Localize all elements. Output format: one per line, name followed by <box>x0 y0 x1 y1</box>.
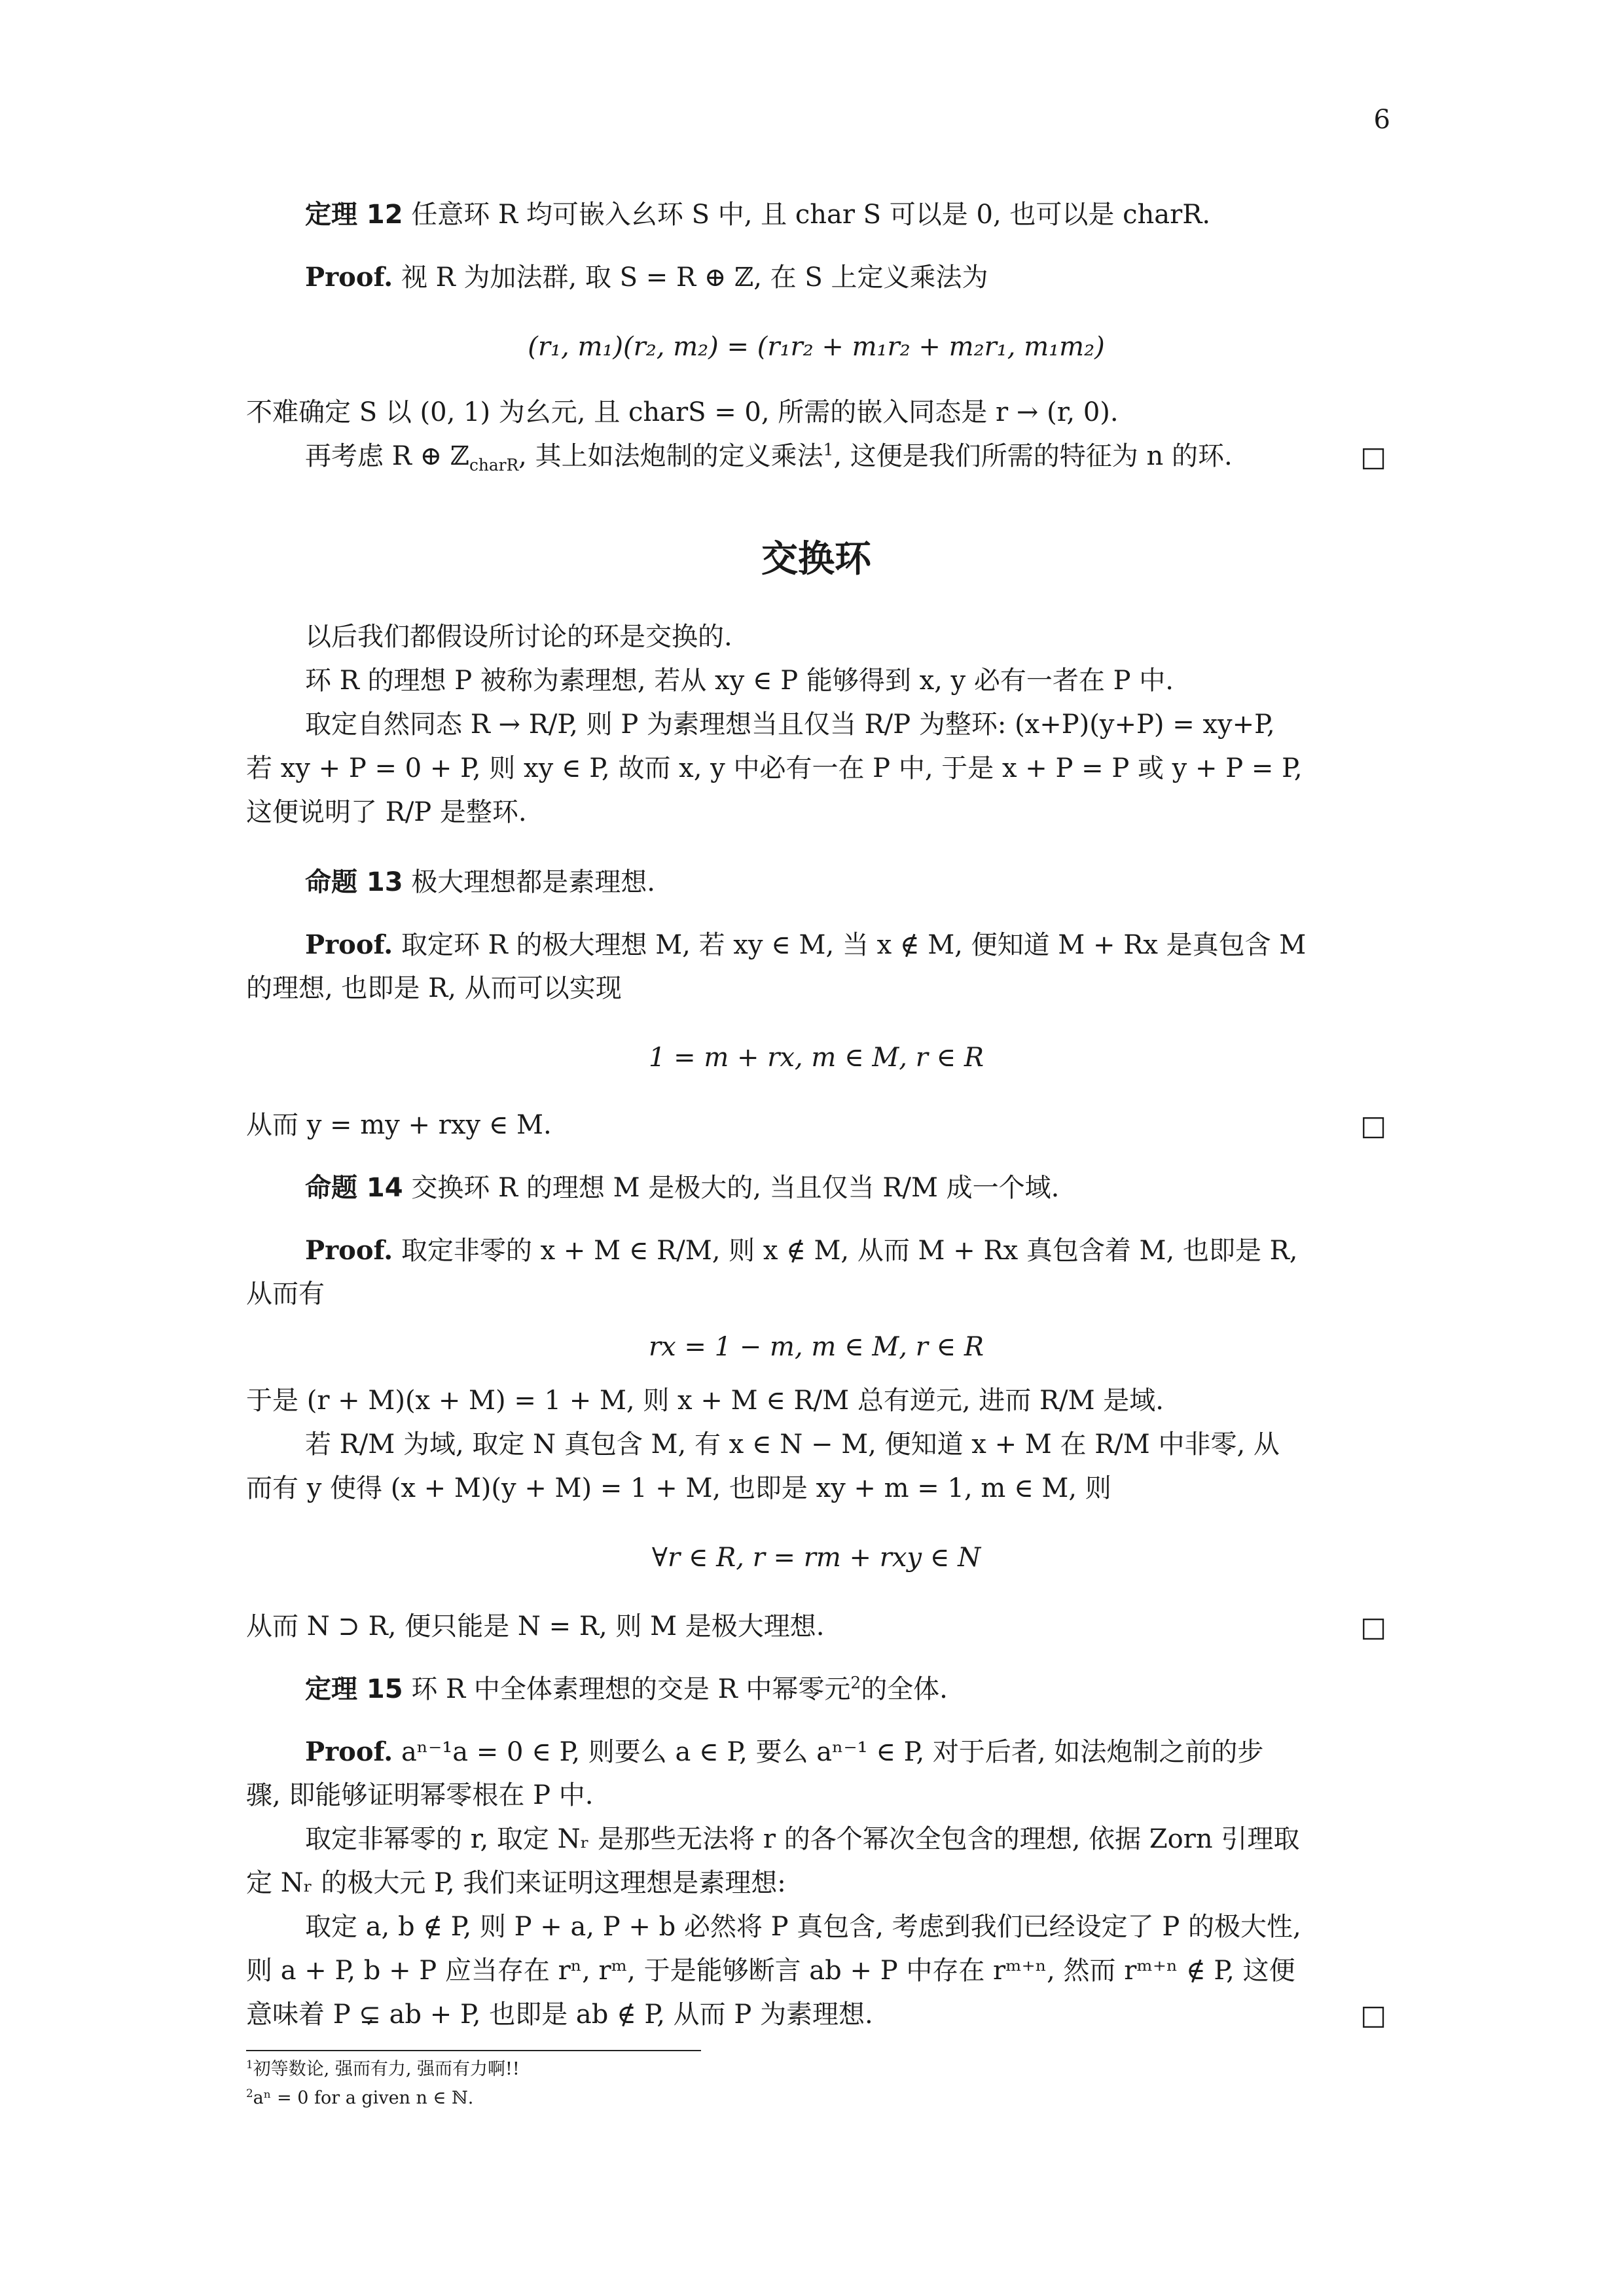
proof-13-label: Proof. <box>305 929 393 960</box>
proposition-14-label: 命题 14 <box>305 1173 403 1203</box>
intro-line-4: 若 xy + P = 0 + P, 则 xy ∈ P, 故而 x, y 中必有一在 P 中, 于是 x + P = P 或 y + P = P, <box>246 753 1303 783</box>
proof-12-line-3-c: , 这便是我们所需的特征为 n 的环. <box>833 441 1233 471</box>
proof-13-line-2: 的理想, 也即是 R, 从而可以实现 <box>246 973 622 1003</box>
section-title: 交换环 <box>761 538 871 581</box>
proof-12-display-equation: (r₁, m₁)(r₂, m₂) = (r₁r₂ + m₁r₂ + m₂r₁, m₁m₂) <box>528 332 1105 362</box>
proof-14-display-equation-2: ∀r ∈ R, r = rm + rxy ∈ N <box>651 1543 981 1573</box>
theorem-15-label: 定理 15 <box>305 1674 403 1704</box>
intro-line-5: 这便说明了 R/P 是整环. <box>246 797 527 827</box>
footnote-1-mark: 1 <box>246 2058 253 2071</box>
intro-line-2: 环 R 的理想 P 被称为素理想, 若从 xy ∈ P 能够得到 x, y 必有一者在 P 中. <box>305 666 1174 696</box>
proof-12-subscript-charR: charR <box>469 456 519 475</box>
footnote-ref-2[interactable]: 2 <box>850 1673 861 1693</box>
qed-symbol: □ <box>1360 440 1386 473</box>
proof-14-line-3: 于是 (r + M)(x + M) = 1 + M, 则 x + M ∈ R/M 总有逆元, 进而 R/M 是域. <box>246 1386 1164 1416</box>
proof-14-label: Proof. <box>305 1235 393 1266</box>
proof-13-line-1 <box>246 923 1445 967</box>
proof-14-line-4: 若 R/M 为域, 取定 N 真包含 M, 有 x ∈ N − M, 便知道 x + M 在 R/M 中非零, 从 <box>305 1429 1280 1460</box>
intro-line-3: 取定自然同态 R → R/P, 则 P 为素理想当且仅当 R/P 为整环: (x+P)(y+P) = xy+P, <box>305 709 1275 740</box>
proposition-14 <box>246 1166 1445 1210</box>
footnote-1-text: 初等数论, 强而有力, 强而有力啊!! <box>253 2059 520 2079</box>
proof-14-text-1: 取定非零的 x + M ∈ R/M, 则 x ∉ M, 从而 M + Rx 真包含着 M, 也即是 R, <box>401 1236 1298 1266</box>
proof-13-display-equation: 1 = m + rx, m ∈ M, r ∈ R <box>648 1043 984 1073</box>
proof-15-line-1 <box>246 1730 1445 1774</box>
qed-symbol: □ <box>1360 1109 1386 1141</box>
proposition-13-label: 命题 13 <box>305 867 403 897</box>
proof-15-line-7: 意味着 P ⊊ ab + P, 也即是 ab ∉ P, 从而 P 为素理想. <box>246 2000 873 2030</box>
proof-15-line-2: 骤, 即能够证明幂零根在 P 中. <box>246 1780 594 1810</box>
footnote-2-mark: 2 <box>246 2087 253 2100</box>
proof-14-line-2: 从而有 <box>246 1279 325 1309</box>
proof-14-line-1 <box>246 1229 1445 1273</box>
proof-14-display-equation-1: rx = 1 − m, m ∈ M, r ∈ R <box>648 1332 984 1362</box>
theorem-12 <box>246 193 1445 237</box>
proposition-14-text: 交换环 R 的理想 M 是极大的, 当且仅当 R/M 成一个域. <box>411 1173 1060 1203</box>
proof-15-line-4: 定 Nᵣ 的极大元 P, 我们来证明这理想是素理想: <box>246 1868 786 1898</box>
footnote-ref-1[interactable]: 1 <box>823 440 834 459</box>
proof-12-text-1: 视 R 为加法群, 取 S = R ⊕ ℤ, 在 S 上定义乘法为 <box>401 262 988 293</box>
theorem-15-text-a: 环 R 中全体素理想的交是 R 中幂零元 <box>411 1674 851 1704</box>
footnote-2-text: aⁿ = 0 for a given n ∈ ℕ. <box>253 2088 474 2108</box>
theorem-15 <box>246 1668 1445 1712</box>
proof-13-text-1: 取定环 R 的极大理想 M, 若 xy ∈ M, 当 x ∉ M, 便知道 M + Rx 是真包含 M <box>401 930 1307 960</box>
footnote-2 <box>246 2085 473 2111</box>
footnote-1 <box>246 2056 520 2083</box>
proof-12-line-2: 不难确定 S 以 (0, 1) 为幺元, 且 charS = 0, 所需的嵌入同态是 r → (r, 0). <box>246 397 1119 427</box>
theorem-12-label: 定理 12 <box>305 200 403 230</box>
qed-symbol: □ <box>1360 1999 1386 2031</box>
proof-14-line-6: 从而 N ⊃ R, 便只能是 N = R, 则 M 是极大理想. <box>246 1611 825 1641</box>
theorem-12-text: 任意环 R 均可嵌入幺环 S 中, 且 char S 可以是 0, 也可以是 charR. <box>411 200 1211 230</box>
proof-15-label: Proof. <box>305 1736 393 1767</box>
intro-line-1: 以后我们都假设所讨论的环是交换的. <box>305 622 732 652</box>
proof-12-line-3-a: 再考虑 R ⊕ ℤ <box>305 441 469 471</box>
proposition-13 <box>246 861 1445 905</box>
theorem-15-text-b: 的全体. <box>861 1674 948 1704</box>
proof-15-line-3: 取定非幂零的 r, 取定 Nᵣ 是那些无法将 r 的各个幂次全包含的理想, 依据 Zorn 引理取 <box>305 1824 1300 1854</box>
proof-15-line-6: 则 a + P, b + P 应当存在 rⁿ, rᵐ, 于是能够断言 ab + P 中存在 rᵐ⁺ⁿ, 然而 rᵐ⁺ⁿ ∉ P, 这便 <box>246 1956 1295 1986</box>
proof-12-label: Proof. <box>305 262 393 293</box>
footnote-divider <box>246 2050 701 2051</box>
proof-14-line-5: 而有 y 使得 (x + M)(y + M) = 1 + M, 也即是 xy + m = 1, m ∈ M, 则 <box>246 1473 1111 1503</box>
proof-15-line-5: 取定 a, b ∉ P, 则 P + a, P + b 必然将 P 真包含, 考虑到我们已经设定了 P 的极大性, <box>305 1912 1301 1942</box>
proof-12-line-3 <box>246 435 1445 478</box>
page-number: 6 <box>1373 105 1390 135</box>
proof-12-line-3-b: , 其上如法炮制的定义乘法 <box>518 441 823 471</box>
proof-12-line-1 <box>246 255 1445 300</box>
qed-symbol: □ <box>1360 1611 1386 1643</box>
proof-15-text-1: aⁿ⁻¹a = 0 ∈ P, 则要么 a ∈ P, 要么 aⁿ⁻¹ ∈ P, 对于后者, 如法炮制之前的步 <box>401 1737 1264 1767</box>
proposition-13-text: 极大理想都是素理想. <box>411 867 656 897</box>
proof-13-line-3: 从而 y = my + rxy ∈ M. <box>246 1110 552 1140</box>
